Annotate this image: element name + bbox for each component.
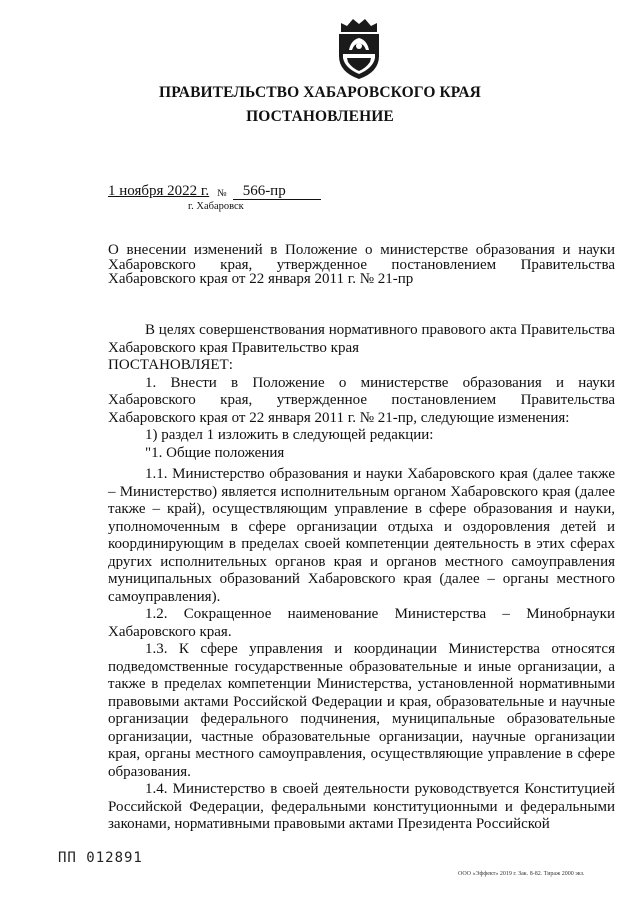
paragraph-preamble: В целях совершенствования нормативного правового акта Правительства Хабаровского края Правительство края: [108, 322, 615, 356]
document-type: ПОСТАНОВЛЕНИЕ: [246, 108, 394, 125]
paragraph-1-1-text: 1.1. Министерство образования и науки Хабаровского края (далее также – Министерство) является исполнительным органом Хабаровского края (далее также – край), осуществляющим управление в сфере образования и науки, уполномоченным в сфере организации отдыха и оздоровления детей и координирующим в пределах своей компетенции деятельность в этих сферах других исполнительных органов края и органов местного самоуправления муниципальных образований Хабаровского края (далее – органы местного самоуправления).: [108, 466, 615, 605]
section-heading: "1. Общие положения: [145, 444, 285, 461]
paragraph-1-2: 1.2. Сокращенное наименование Министерства – Минобрнауки Хабаровского края.: [108, 606, 615, 640]
serial-number: ПП 012891: [58, 850, 143, 866]
document-date: 1 ноября 2022 г.: [108, 183, 210, 199]
printer-imprint: ООО «Эффект» 2019 г. Зак. 8-82. Тираж 2000 экз.: [458, 871, 585, 877]
document-number: 566-пр: [233, 184, 321, 200]
number-sign: №: [217, 188, 227, 199]
document-body: [108, 322, 615, 834]
date-number-line: [108, 183, 321, 200]
paragraph-1-1: 1) раздел 1 изложить в следующей редакции:: [145, 427, 434, 443]
document-subject: О внесении изменений в Положение о министерстве образования и науки Хабаровского края, утвержденное постановлением Правительства Хабаровского края от 22 января 2011 г. № 21-пр: [108, 242, 615, 287]
paragraph-1: 1. Внести в Положение о министерстве образования и науки Хабаровского края, утвержденное постановлением Правительства Хабаровского края от 22 января 2011 г. № 21-пр, следующие изменения:: [108, 374, 615, 426]
paragraph-resolves: ПОСТАНОВЛЯЕТ:: [108, 357, 233, 373]
government-title: ПРАВИТЕЛЬСТВО ХАБАРОВСКОГО КРАЯ: [159, 84, 481, 101]
coat-of-arms-icon: [333, 16, 385, 82]
document-city: г. Хабаровск: [188, 201, 244, 212]
paragraph-1-3: 1.3. К сфере управления и координации Министерства относятся подведомственные государственные образовательные и иные организации, а также в пределах компетенции Министерства, установленной нормативными правовыми актами Российской Федерации и края, образовательные и научные организации федерального подчинения, муниципальные образовательные организации, частные образовательные организации, научные организации края, органы местного самоуправления, осуществляющие управление в сфере образования.: [108, 641, 615, 780]
paragraph-1-4: 1.4. Министерство в своей деятельности руководствуется Конституцией Российской Федерации, федеральными конституционными и федеральными законами, нормативными правовыми актами Президента Российской: [108, 781, 615, 832]
